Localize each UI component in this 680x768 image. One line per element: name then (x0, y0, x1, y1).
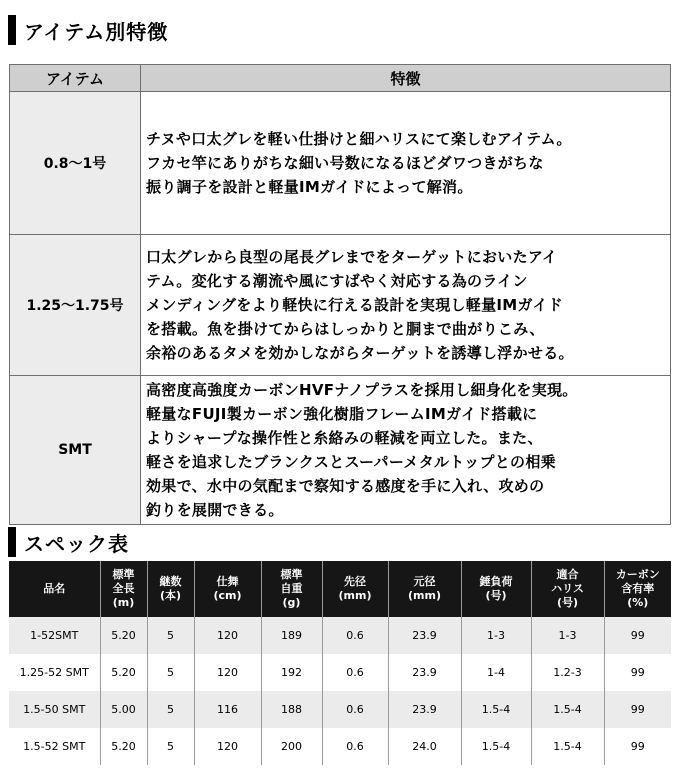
heading-bar (8, 527, 16, 557)
features-table (9, 64, 671, 525)
spec-header-cell (147, 561, 194, 617)
spec-header-line: (本) (159, 589, 182, 602)
description-line: よりシャープな操作性と糸絡みの軽減を両立した。また、 (146, 429, 543, 447)
spec-header-line: 標準 (280, 568, 303, 581)
description-line: テム。変化する潮流や風にすばやく対応する為のライン (146, 272, 528, 290)
description-line: 効果で、水中の気配まで察知する感度を手に入れ、攻めの (146, 477, 545, 495)
spec-header-cell (604, 561, 671, 617)
item-name: 1.25〜1.75号 (10, 235, 141, 376)
spec-value: 1.5-4 (461, 691, 531, 728)
spec-header-row (9, 561, 671, 617)
spec-value: 0.6 (322, 691, 388, 728)
spec-value: 189 (261, 617, 322, 654)
description-line: を搭載。魚を掛けてからはしっかりと胴まで曲がりこみ、 (146, 320, 545, 338)
spec-value: 5.20 (100, 654, 147, 691)
spec-header-cell (100, 561, 147, 617)
spec-header-line: 適合 (556, 568, 579, 581)
spec-value: 120 (194, 617, 261, 654)
spec-model-name: 1.5-50 SMT (9, 691, 100, 728)
spec-header-line: 全長 (112, 582, 135, 595)
spec-header-line: 継数 (159, 575, 182, 588)
description-line: 軽さを追求したブランクスとスーパーメタルトップとの相乗 (146, 453, 556, 471)
spec-model-name: 1.5-52 SMT (9, 728, 100, 765)
spec-row (9, 617, 671, 654)
item-name: 0.8〜1号 (10, 92, 141, 235)
spec-value: 120 (194, 654, 261, 691)
features-section-heading (8, 12, 168, 48)
spec-value: 5.20 (100, 728, 147, 765)
description-line: 振り調子を設計と軽量IMガイドによって解消。 (146, 178, 473, 196)
spec-value: 200 (261, 728, 322, 765)
spec-value: 5.20 (100, 617, 147, 654)
description-line: メンディングをより軽快に行える設計を実現し軽量IMガイド (146, 296, 563, 314)
spec-value: 192 (261, 654, 322, 691)
spec-value: 5 (147, 654, 194, 691)
features-title: アイテム別特徴 (24, 19, 169, 44)
item-description (141, 376, 671, 525)
spec-row (9, 728, 671, 765)
spec-header-line: (m) (112, 596, 135, 609)
spec-title: スペック表 (24, 531, 129, 556)
spec-value: 99 (604, 728, 671, 765)
spec-row (9, 691, 671, 728)
spec-section-heading (8, 524, 129, 560)
spec-header-line: 仕舞 (216, 575, 239, 588)
spec-header-line: (mm) (338, 589, 372, 602)
spec-value: 1.5-4 (531, 728, 604, 765)
spec-header-line: 含有率 (621, 582, 655, 595)
spec-value: 23.9 (388, 617, 461, 654)
spec-value: 0.6 (322, 617, 388, 654)
spec-header-line: (mm) (408, 589, 441, 602)
spec-value: 188 (261, 691, 322, 728)
item-name: SMT (10, 376, 141, 525)
description-line: 高密度高強度カーボンHVFナノプラスを採用し細身化を実現。 (146, 381, 578, 399)
spec-header-line: カーボン (615, 568, 660, 581)
spec-header-line: 元径 (413, 575, 436, 588)
item-description (141, 235, 671, 376)
spec-value: 0.6 (322, 654, 388, 691)
spec-row (9, 654, 671, 691)
spec-table (9, 561, 671, 765)
spec-value: 1.5-4 (461, 728, 531, 765)
spec-value: 23.9 (388, 654, 461, 691)
description-line: チヌや口太グレを軽い仕掛けと細ハリスにて楽しむアイテム。 (146, 130, 572, 148)
spec-header-line: 品名 (43, 582, 66, 595)
spec-header-line: (%) (627, 596, 649, 609)
features-row (10, 376, 671, 525)
description-line: 軽量なFUJI製カーボン強化樹脂フレームIMガイド搭載に (146, 405, 538, 423)
spec-value: 1-4 (461, 654, 531, 691)
spec-value: 116 (194, 691, 261, 728)
spec-value: 5.00 (100, 691, 147, 728)
spec-header-cell (388, 561, 461, 617)
spec-value: 1.5-4 (531, 691, 604, 728)
features-row (10, 235, 671, 376)
description-line: 釣りを展開できる。 (146, 501, 284, 519)
spec-value: 1-3 (531, 617, 604, 654)
spec-model-name: 1-52SMT (9, 617, 100, 654)
spec-header-line: 錘負荷 (479, 575, 513, 588)
spec-value: 5 (147, 728, 194, 765)
features-row (10, 92, 671, 235)
spec-value: 99 (604, 654, 671, 691)
description-line: フカセ竿にありがちな細い号数になるほどダワつきがちな (146, 154, 544, 172)
spec-value: 24.0 (388, 728, 461, 765)
spec-value: 99 (604, 617, 671, 654)
heading-bar (8, 15, 16, 45)
description-line: 余裕のあるタメを効かしながらターゲットを誘導し浮かせる。 (146, 344, 574, 362)
spec-value: 1.2-3 (531, 654, 604, 691)
spec-header-line: 先径 (344, 575, 366, 588)
spec-value: 1-3 (461, 617, 531, 654)
item-description (141, 92, 671, 235)
spec-value: 99 (604, 691, 671, 728)
spec-value: 23.9 (388, 691, 461, 728)
spec-header-cell (322, 561, 388, 617)
spec-header-line: (cm) (213, 589, 242, 602)
features-header-row (10, 65, 671, 92)
spec-header-line: (号) (556, 596, 579, 609)
spec-header-cell (461, 561, 531, 617)
spec-value: 120 (194, 728, 261, 765)
spec-header-cell (194, 561, 261, 617)
header-feature: 特徴 (141, 65, 671, 92)
spec-header-line: ハリス (551, 582, 584, 595)
description-line: 口太グレから良型の尾長グレまでをターゲットにおいたアイ (146, 248, 558, 266)
header-item: アイテム (10, 65, 141, 92)
spec-header-line: 標準 (112, 568, 135, 581)
spec-header-line: (g) (282, 596, 301, 609)
spec-header-cell (9, 561, 100, 617)
spec-header-line: (号) (485, 589, 507, 602)
spec-value: 0.6 (322, 728, 388, 765)
spec-header-cell (531, 561, 604, 617)
spec-value: 5 (147, 691, 194, 728)
spec-header-cell (261, 561, 322, 617)
spec-header-line: 自重 (280, 582, 303, 595)
spec-value: 5 (147, 617, 194, 654)
spec-model-name: 1.25-52 SMT (9, 654, 100, 691)
